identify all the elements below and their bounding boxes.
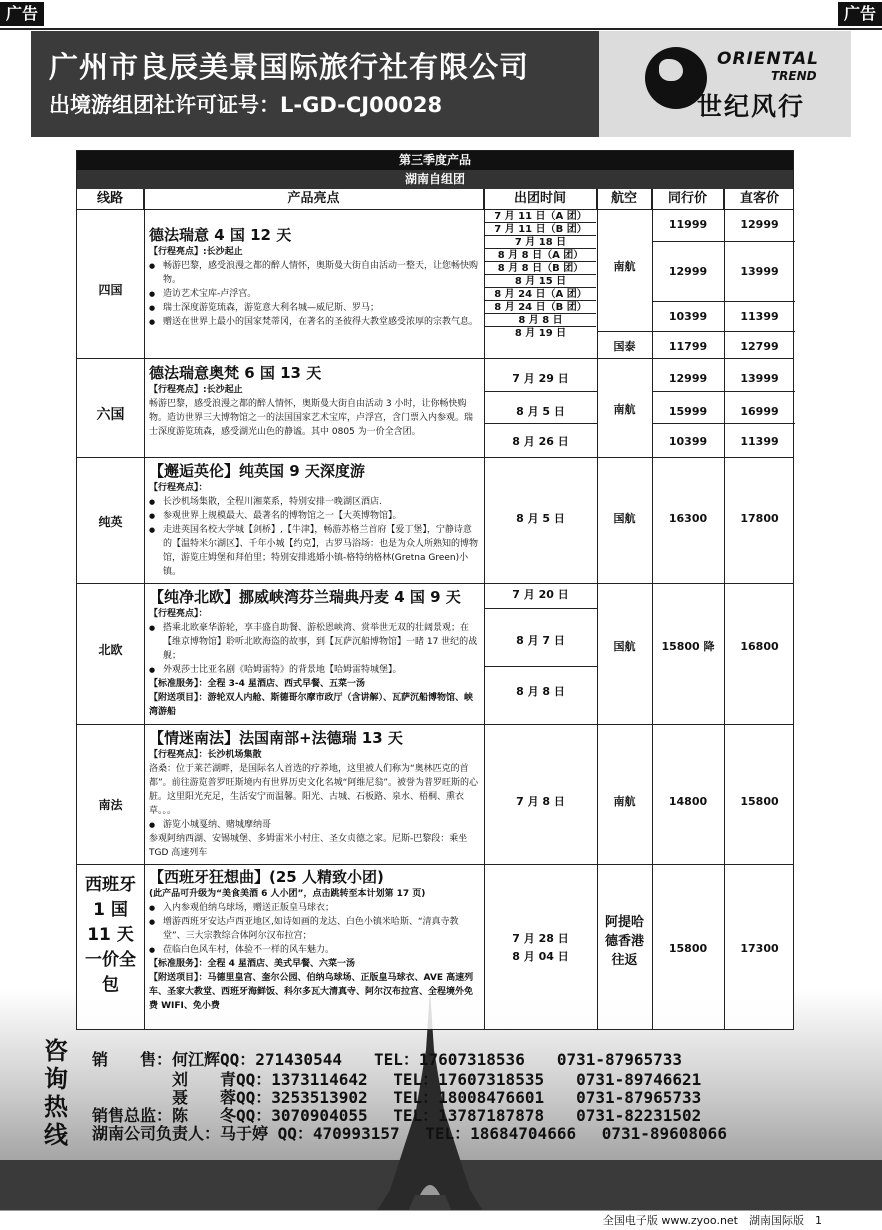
table-subtitle: 湖南自组团 — [77, 170, 793, 189]
retail-price: 11399 — [740, 435, 779, 448]
ad-label-right: 广告 — [838, 2, 882, 26]
departure-date: 7 月 29 日 — [512, 372, 569, 385]
header-date: 出团时间 — [484, 189, 597, 209]
airline: 国航 — [613, 640, 636, 653]
list-item: ● 参观世界上规模最大、最著名的博物馆之一【大英博物馆】。 — [149, 509, 479, 523]
departure-date: 7 月 18 日 — [485, 236, 596, 249]
departure-date: 8 月 5 日 — [516, 512, 565, 525]
logo-en-line1: ORIENTAL — [717, 49, 819, 69]
product-detail — [149, 225, 479, 329]
product-detail — [149, 728, 479, 860]
product-subtitle: 【行程亮点】： — [149, 609, 208, 619]
departure-date: 8 月 19 日 — [514, 328, 567, 339]
retail-price: 12999 — [740, 218, 779, 231]
airline: 国航 — [613, 512, 636, 525]
contact-line: 湖南公司负责人：马于婷 QQ：470993157 TEL：18684704666 0731-89608066 — [92, 1124, 727, 1143]
trade-price: 11999 — [668, 218, 708, 231]
contact-line: 聂 蓉QQ：3253513902 TEL：18008476601 0731-87965733 — [92, 1088, 702, 1107]
logo-en-line2: TREND — [771, 69, 817, 83]
company-name: 广州市良辰美景国际旅行社有限公司 — [49, 50, 530, 84]
list-item: ● 瑞士深度游览琉森，游览意大利名城—威尼斯、罗马； — [149, 301, 479, 315]
departure-date: 8 月 24 日（B 团） — [485, 301, 596, 314]
departure-date: 8 月 8 日（A 团） — [485, 249, 596, 262]
product-table — [76, 150, 794, 1030]
route-name: 四国 — [98, 283, 123, 297]
brand-logo — [599, 31, 851, 137]
retail-price: 12799 — [740, 340, 779, 353]
product-title: 【纯净北欧】挪威峡湾芬兰瑞典丹麦 4 国 9 天 — [149, 588, 461, 606]
trade-price: 12999 — [668, 372, 708, 385]
route-name: 北欧 — [98, 643, 123, 657]
product-subtitle: 【行程亮点】:长沙起止 — [149, 385, 243, 395]
product-title: 【西班牙狂想曲】(25 人精致小团) — [149, 868, 384, 886]
trade-price: 15800 降 — [661, 640, 715, 653]
airline: 国泰 — [613, 340, 636, 353]
header-airline: 航空 — [597, 189, 652, 209]
product-text: 洛桑：位于莱芒湖畔，是国际名人首选的疗养地，这里被人们称为“奥林匹克的首都”。前往游览普罗旺斯境内有世界历史文化名城“阿维尼翁”。被誉为普罗旺斯的心脏。这里阳光充足，生活安宁而温馨。阳光、古城、石板路、泉水、梧桐、熏衣草。。。 — [149, 764, 478, 816]
list-item: ● 外观莎士比亚名剧《哈姆雷特》的背景地【哈姆雷特城堡】。 — [149, 663, 479, 677]
list-item: ● 搭乘北欧豪华游轮，享丰盛自助餐、游松恩峡湾、赏举世无双的壮阔景观；在【维京博物馆】聆听北欧海盗的故事，到【瓦萨沉船博物馆】一睹 17 世纪的战舰； — [149, 621, 479, 663]
list-item: ● 入内参观伯纳乌球场，赠送正版皇马球衣； — [149, 901, 479, 915]
service-line: 【标准服务】：全程 4 星酒店、美式早餐、六菜一汤 — [149, 959, 356, 969]
route-name: 南法 — [98, 798, 123, 812]
trade-price: 14800 — [668, 795, 708, 808]
product-detail — [149, 461, 479, 579]
retail-price: 13999 — [740, 265, 779, 278]
trade-price: 12999 — [668, 265, 708, 278]
contact-line: 销 售：何江辉QQ：271430544 TEL：17607318536 0731-87965733 — [92, 1050, 683, 1069]
header-trade-price: 同行价 — [652, 189, 724, 209]
product-detail — [149, 867, 479, 1013]
product-title: 德法瑞意 4 国 12 天 — [149, 226, 292, 244]
departure-date: 8 月 7 日 — [516, 634, 565, 647]
retail-price: 11399 — [740, 310, 779, 323]
product-subtitle: 【行程亮点】： — [149, 483, 208, 493]
header-route: 线路 — [77, 189, 144, 209]
airline: 阿提哈德香港往返 — [604, 915, 644, 968]
hotline-title: 咨询热线 — [44, 1037, 68, 1149]
product-title: 德法瑞意奥梵 6 国 13 天 — [149, 364, 322, 382]
contact-line: 刘 青QQ：1373114642 TEL：17607318535 0731-89746621 — [92, 1070, 702, 1089]
list-item: ● 赠送在世界上最小的国家梵蒂冈，在著名的圣彼得大教堂感受浓厚的宗教气息。 — [149, 315, 479, 329]
product-text: 参观阿纳西湖、安锡城堡、多姆雷米小村庄、圣女贞德之家。尼斯-巴黎段：乘坐 TGD 高速列车 — [149, 834, 468, 858]
header-highlights: 产品亮点 — [144, 189, 484, 209]
departure-date: 7 月 11 日（B 团） — [485, 223, 596, 236]
list-item: ● 增游西班牙安达卢西亚地区,如诗如画的龙达、白色小镇米哈斯、“清真寺教堂”、三大宗教综合体阿尔汉布拉宫； — [149, 915, 479, 943]
airline: 南航 — [613, 795, 636, 808]
logo-cn: 世纪风行 — [697, 92, 806, 121]
product-title: 【情迷南法】法国南部+法德瑞 13 天 — [149, 729, 403, 747]
product-detail — [149, 587, 479, 719]
departure-date: 7 月 28 日 — [512, 932, 569, 945]
list-item: ● 游览小城戛纳、赌城摩纳哥 — [149, 818, 479, 832]
page-footer: 全国电子版 www.zyoo.net 湖南国际版 1 — [0, 1210, 882, 1230]
header-banner — [31, 31, 599, 137]
departure-date: 8 月 8 日（B 团） — [485, 262, 596, 275]
list-item: ● 畅游巴黎，感受浪漫之都的醉人情怀，奥斯曼大街自由活动一整天，让您畅快购物。 — [149, 259, 479, 287]
airline: 南航 — [613, 260, 636, 273]
service-line: 【标准服务】：全程 3-4 星酒店、西式早餐、五菜一汤 — [149, 679, 366, 689]
retail-price: 16800 — [740, 640, 779, 653]
product-detail — [149, 363, 479, 439]
airline: 南航 — [613, 403, 636, 416]
trade-price: 11799 — [668, 340, 708, 353]
departure-date: 8 月 8 日 — [485, 314, 596, 327]
product-title: 【邂逅英伦】纯英国 9 天深度游 — [149, 462, 365, 480]
trade-price: 15800 — [668, 942, 708, 955]
route-name: 纯英 — [98, 515, 123, 529]
product-subtitle: 【行程亮点】:长沙起止 — [149, 247, 243, 257]
ad-label-left: 广告 — [0, 2, 44, 26]
departure-date: 7 月 8 日 — [516, 795, 565, 808]
header-retail-price: 直客价 — [739, 191, 779, 206]
retail-price: 15800 — [740, 795, 779, 808]
list-item: ● 莅临白色风车村，体验不一样的风车魅力。 — [149, 943, 479, 957]
product-text: 畅游巴黎，感受浪漫之都的醉人情怀，奥斯曼大街自由活动 3 小时，让你畅快购物。造访世界三大博物馆之一的法国国家艺术宝库，卢浮宫，含门票入内参观。瑞士深度游览琉森，感受湖光山色的静谧。其中 0805 为一价全含团。 — [149, 399, 474, 437]
departure-date: 8 月 5 日 — [516, 405, 565, 418]
departure-date: 8 月 15 日 — [485, 275, 596, 288]
table-title: 第三季度产品 — [77, 151, 793, 170]
departure-date: 7 月 20 日 — [512, 588, 569, 601]
departure-date: 7 月 11 日（A 团） — [485, 210, 596, 223]
departure-date: 8 月 24 日（A 团） — [485, 288, 596, 301]
list-item: ● 造访艺术宝库-卢浮宫。 — [149, 287, 479, 301]
retail-price: 17300 — [740, 942, 779, 955]
trade-price: 10399 — [668, 310, 708, 323]
trade-price: 15999 — [668, 405, 708, 418]
departure-date: 8 月 8 日 — [516, 685, 565, 698]
retail-price: 16999 — [740, 405, 779, 418]
list-item: ● 长沙机场集散，全程川湘菜系，特别安排一晚湖区酒店. — [149, 495, 479, 509]
route-name: 西班牙 1 国 11 天 一价全包 — [85, 875, 136, 995]
departure-date: 8 月 26 日 — [512, 435, 569, 448]
departure-date: 8 月 04 日 — [512, 950, 569, 963]
service-line: 【附送项目】：游轮双人内舱、斯德哥尔摩市政厅（含讲解）、瓦萨沉船博物馆、峡湾游船 — [149, 693, 474, 717]
product-subtitle: 【行程亮点】：长沙机场集散 — [149, 750, 262, 760]
trade-price: 10399 — [668, 435, 708, 448]
product-subtitle: (此产品可升级为“美食美酒 6 人小团”，点击跳转至本计划第 17 页) — [149, 889, 426, 899]
retail-price: 13999 — [740, 372, 779, 385]
route-name: 六国 — [96, 407, 125, 423]
retail-price: 17800 — [740, 512, 779, 525]
contact-line: 销售总监：陈 冬QQ：3070904055 TEL：13787187878 0731-82231502 — [92, 1106, 702, 1125]
list-item: ● 走进英国名校大学城【剑桥】,【牛津】，畅游苏格兰首府【爱丁堡】，宁静诗意的【温特米尔湖区】、千年小城【约克】，古罗马浴场：也是为众人所熟知的博物馆，游览庄姆堡和拜伯里；特别安排逃婚小镇-格特纳格林(Gretna Green)小镇。 — [149, 523, 479, 579]
license-number: 出境游组团社许可证号：L-GD-CJ00028 — [49, 93, 443, 117]
top-rule — [0, 28, 882, 30]
trade-price: 16300 — [668, 512, 708, 525]
service-line: 【附送项目】：马德里皇宫、奎尔公园、伯纳乌球场、正版皇马球衣、AVE 高速列车、圣家大教堂、西班牙海鲜饭、科尔多瓦大清真寺、阿尔汉布拉宫、全程境外免费 WIFI、免小费 — [149, 973, 474, 1011]
